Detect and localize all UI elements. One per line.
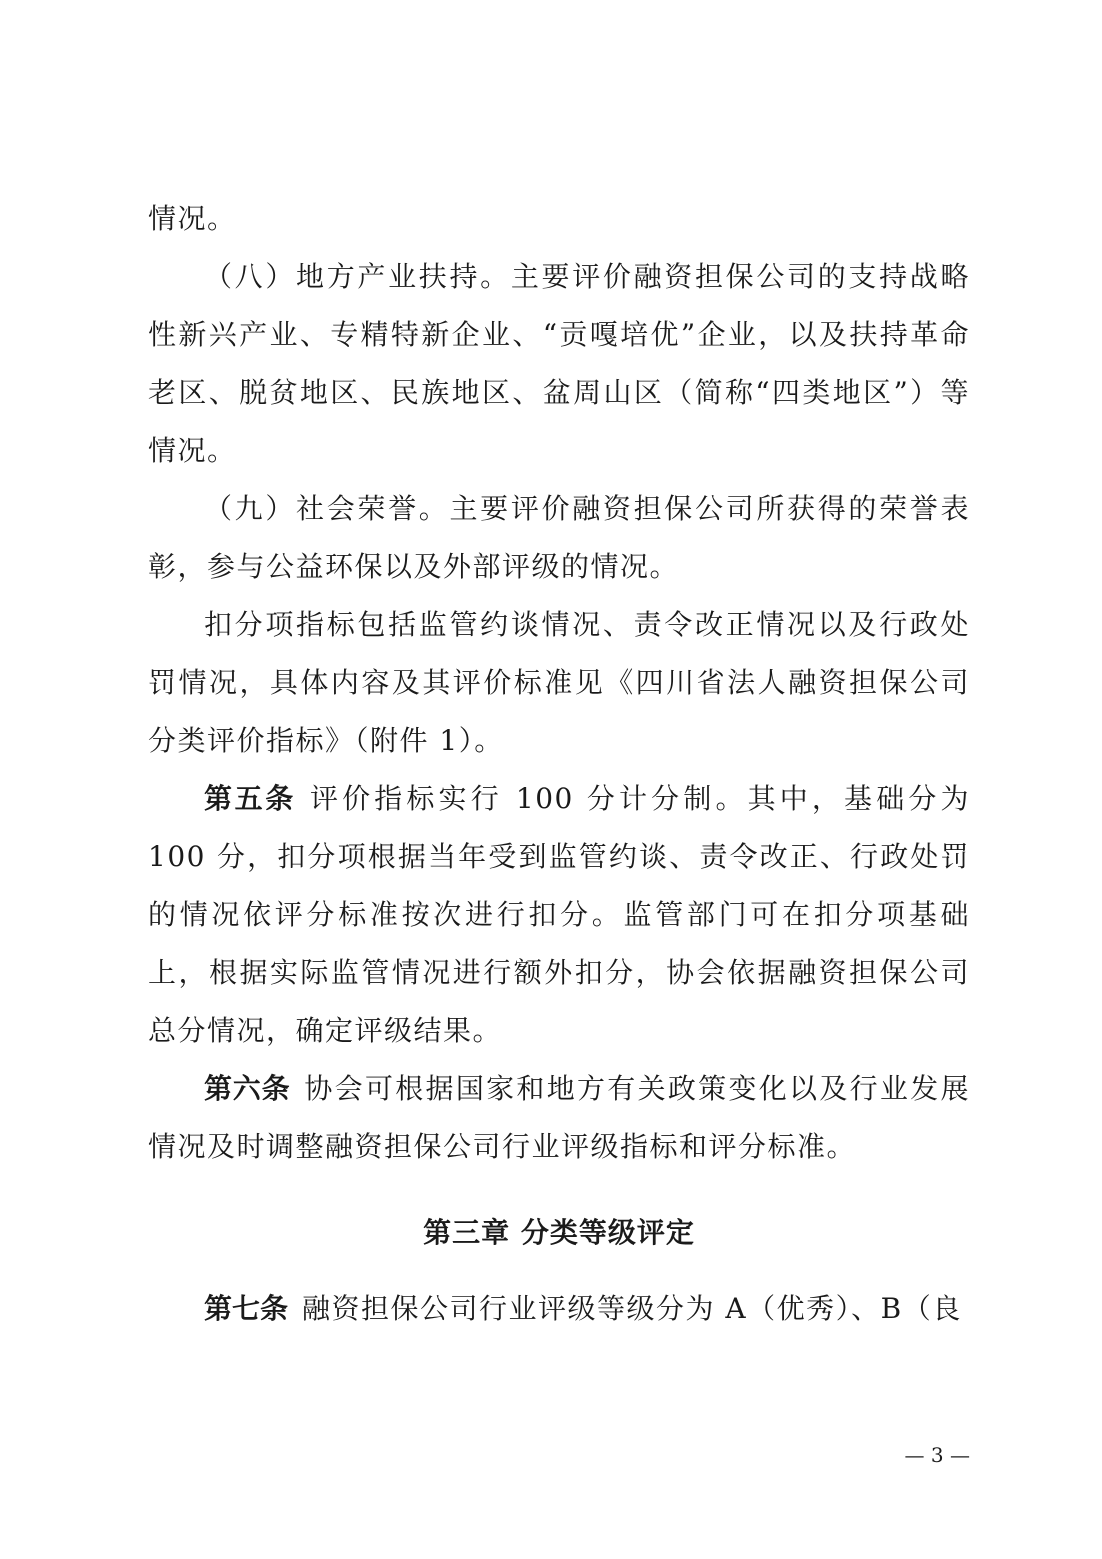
article-6-label: 第六条 bbox=[204, 1072, 291, 1105]
article-7-label: 第七条 bbox=[204, 1292, 289, 1325]
document-page bbox=[148, 190, 970, 1338]
paragraph-item-9: （九）社会荣誉。主要评价融资担保公司所获得的荣誉表彰，参与公益环保以及外部评级的情况。 bbox=[148, 492, 970, 583]
article-5-text: 评价指标实行 100 分计分制。其中，基础分为 100 分，扣分项根据当年受到监管约谈、责令改正、行政处罚的情况依评分标准按次进行扣分。监管部门可在扣分项基础上，根据实际监管情况进行额外扣分，协会依据融资担保公司总分情况，确定评级结果。 bbox=[148, 782, 970, 1047]
article-6 bbox=[148, 1060, 970, 1176]
article-6-text: 协会可根据国家和地方有关政策变化以及行业发展情况及时调整融资担保公司行业评级指标和评分标准。 bbox=[148, 1072, 970, 1163]
article-5 bbox=[148, 770, 970, 1060]
article-5-label: 第五条 bbox=[204, 782, 296, 815]
article-7 bbox=[148, 1280, 970, 1338]
chapter-3-heading: 第三章 分类等级评定 bbox=[423, 1216, 695, 1249]
paragraph-deduction-items: 扣分项指标包括监管约谈情况、责令改正情况以及行政处罚情况，具体内容及其评价标准见《四川省法人融资担保公司分类评价指标》（附件 1）。 bbox=[148, 608, 970, 757]
page-number: — 3 — bbox=[904, 1443, 970, 1467]
paragraph-item-8: （八）地方产业扶持。主要评价融资担保公司的支持战略性新兴产业、专精特新企业、“贡嘎培优”企业，以及扶持革命老区、脱贫地区、民族地区、盆周山区（简称“四类地区”）等情况。 bbox=[148, 260, 970, 467]
article-7-text: 融资担保公司行业评级等级分为 A（优秀）、B（良 bbox=[302, 1292, 962, 1325]
paragraph-continuation: 情况。 bbox=[148, 202, 237, 235]
